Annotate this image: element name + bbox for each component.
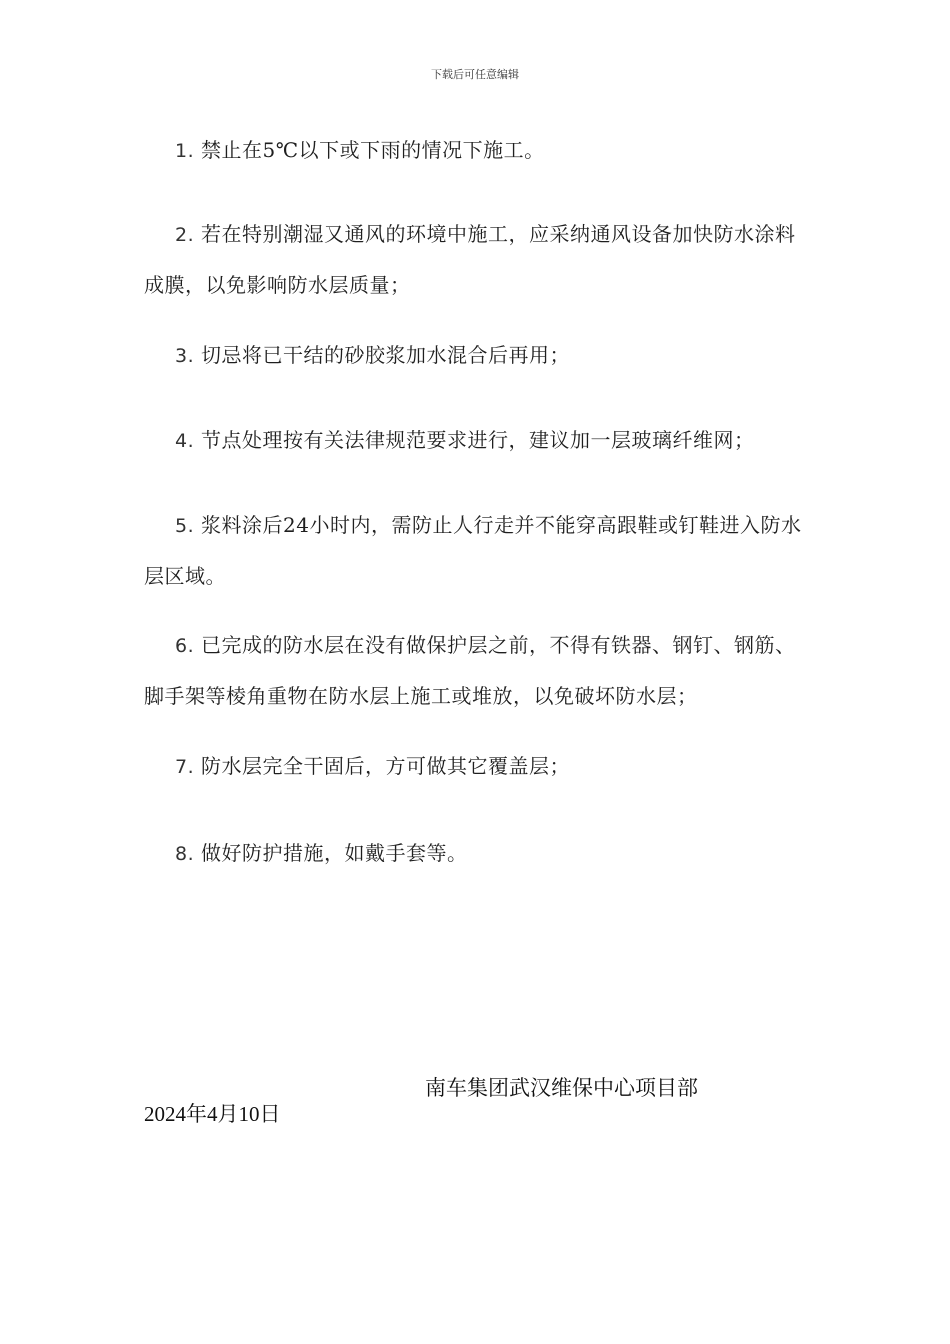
list-item-4 xyxy=(144,415,814,466)
list-item-8 xyxy=(144,828,814,879)
list-item-5 xyxy=(144,500,814,601)
list-item-6 xyxy=(144,620,814,721)
list-item-2 xyxy=(144,209,814,310)
item-number: 4. xyxy=(175,430,195,452)
list-item-1 xyxy=(144,125,814,176)
item-text: 节点处理按有关法律规范要求进行，建议加一层玻璃纤维网； xyxy=(201,428,755,452)
list-item-7 xyxy=(144,741,814,792)
item-number: 3. xyxy=(175,345,195,367)
item-number: 2. xyxy=(175,224,195,246)
item-text: 禁止在5℃以下或下雨的情况下施工。 xyxy=(201,138,545,162)
list-item-3 xyxy=(144,330,814,381)
item-number: 1. xyxy=(175,140,195,162)
item-text: 浆料涂后24小时内，需防止人行走并不能穿高跟鞋或钉鞋进入防水层区域。 xyxy=(144,513,802,588)
item-text: 做好防护措施，如戴手套等。 xyxy=(201,841,468,865)
item-text: 若在特别潮湿又通风的环境中施工，应采纳通风设备加快防水涂料成膜，以免影响防水层质量； xyxy=(144,222,796,297)
item-text: 切忌将已干结的砂胶浆加水混合后再用； xyxy=(201,343,570,367)
item-number: 7. xyxy=(175,756,195,778)
item-number: 5. xyxy=(175,515,195,537)
item-number: 6. xyxy=(175,635,195,657)
document-date: 2024年4月10日 xyxy=(144,1102,281,1126)
item-number: 8. xyxy=(175,843,195,865)
item-text: 已完成的防水层在没有做保护层之前，不得有铁器、钢钉、钢筋、脚手架等棱角重物在防水层上施工或堆放，以免破坏防水层； xyxy=(144,633,796,708)
organization-signature: 南车集团武汉维保中心项目部 xyxy=(425,1076,698,1100)
header-note: 下载后可任意编辑 xyxy=(431,68,519,81)
item-text: 防水层完全干固后，方可做其它覆盖层； xyxy=(201,754,570,778)
